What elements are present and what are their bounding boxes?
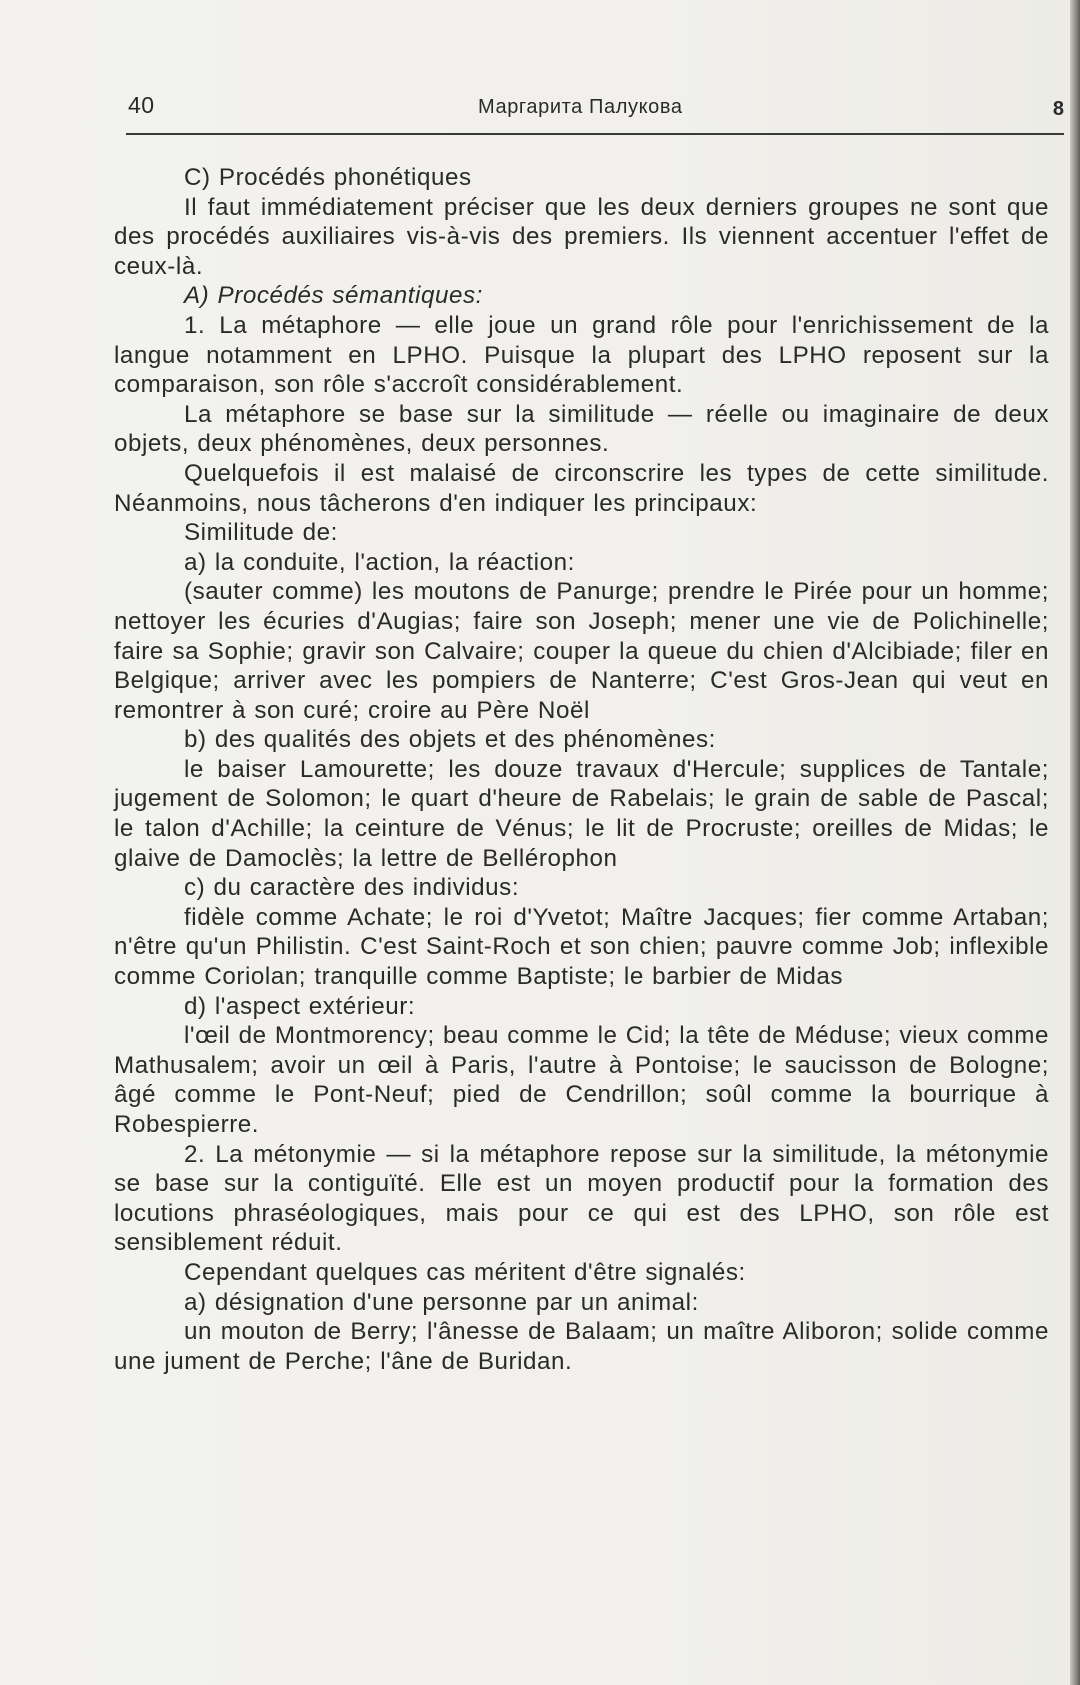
paragraph: 2. La métonymie — si la métaphore repose sur la similitude, la métonymie se base sur la contiguïté. Elle est un moyen productif pour la formation des locutions phraséologiques, mais pour ce qui est des LPHO, son rôle est sensiblement réduit. <box>114 1140 1049 1257</box>
page-edge-shadow <box>1070 0 1080 1685</box>
paragraph: Similitude de: <box>184 519 338 547</box>
paragraph: (sauter comme) les moutons de Panurge; prendre le Pirée pour un homme; nettoyer les écuries d'Augias; faire son Joseph; mener une vie de Polichinelle; faire sa Sophie; gravir son Calvaire; couper la queue du chien d'Alcibiade; filer en Belgique; arriver avec les pompiers de Nanterre; C'est Gros-Jean qui veut en remontrer à son curé; croire au Père Noël <box>114 578 1049 724</box>
list-label: a) désignation d'une personne par un animal: <box>184 1288 699 1316</box>
paragraph: Cependant quelques cas méritent d'être signalés: <box>184 1258 746 1286</box>
paragraph: un mouton de Berry; l'ânesse de Balaam; un maître Aliboron; solide comme une jument de Perche; l'âne de Buridan. <box>114 1318 1049 1375</box>
list-label: d) l'aspect extérieur: <box>184 992 416 1020</box>
page-header <box>128 92 1064 124</box>
paragraph: l'œil de Montmorency; beau comme le Cid; la tête de Méduse; vieux comme Mathusalem; avoir un œil à Paris, l'autre à Pontoise; le saucisson de Bologne; âgé comme le Pont-Neuf; pied de Cendrillon; soûl comme la bourrique à Robespierre. <box>114 1022 1049 1138</box>
page-number: 40 <box>128 92 155 118</box>
list-label: c) du caractère des individus: <box>184 874 520 902</box>
body-text <box>114 163 1049 1376</box>
list-label: a) la conduite, l'action, la réaction: <box>184 548 575 576</box>
paragraph: le baiser Lamourette; les douze travaux d'Hercule; supplices de Tantale; jugement de Solomon; le quart d'heure de Rabelais; le grain de sable de Pascal; le talon d'Achille; la ceinture de Vénus; le lit de Procruste; oreilles de Midas; le glaive de Damoclès; la lettre de Bellérophon <box>114 755 1049 872</box>
list-label: b) des qualités des objets et des phénomènes: <box>184 726 716 754</box>
running-head: Маргарита Палукова <box>478 96 683 118</box>
edge-mark: 8 <box>1052 98 1064 120</box>
paragraph: fidèle comme Achate; le roi d'Yvetot; Maître Jacques; fier comme Artaban; n'être qu'un Philistin. C'est Saint-Roch et son chien; pauvre comme Job; inflexible comme Coriolan; tranquille comme Baptiste; le barbier de Midas <box>114 903 1049 991</box>
section-heading-a: A) Procédés sémantiques: <box>184 282 483 310</box>
paragraph: Il faut immédiatement préciser que les deux derniers groupes ne sont que des procédés auxiliaires vis-à-vis des premiers. Ils viennent accentuer l'effet de ceux-là. <box>114 193 1049 280</box>
header-rule <box>126 133 1064 135</box>
paragraph: Quelquefois il est malaisé de circonscrire les types de cette similitude. Néanmoins, nous tâcherons d'en indiquer les principaux: <box>114 459 1049 517</box>
paragraph: La métaphore se base sur la similitude — réelle ou imaginaire de deux objets, deux phénomènes, deux personnes. <box>114 400 1049 458</box>
section-heading-c: C) Procédés phonétiques <box>184 164 472 191</box>
paragraph: 1. La métaphore — elle joue un grand rôle pour l'enrichissement de la langue notamment en LPHO. Puisque la plupart des LPHO reposent sur la comparaison, son rôle s'accroît considérablement. <box>114 311 1049 399</box>
